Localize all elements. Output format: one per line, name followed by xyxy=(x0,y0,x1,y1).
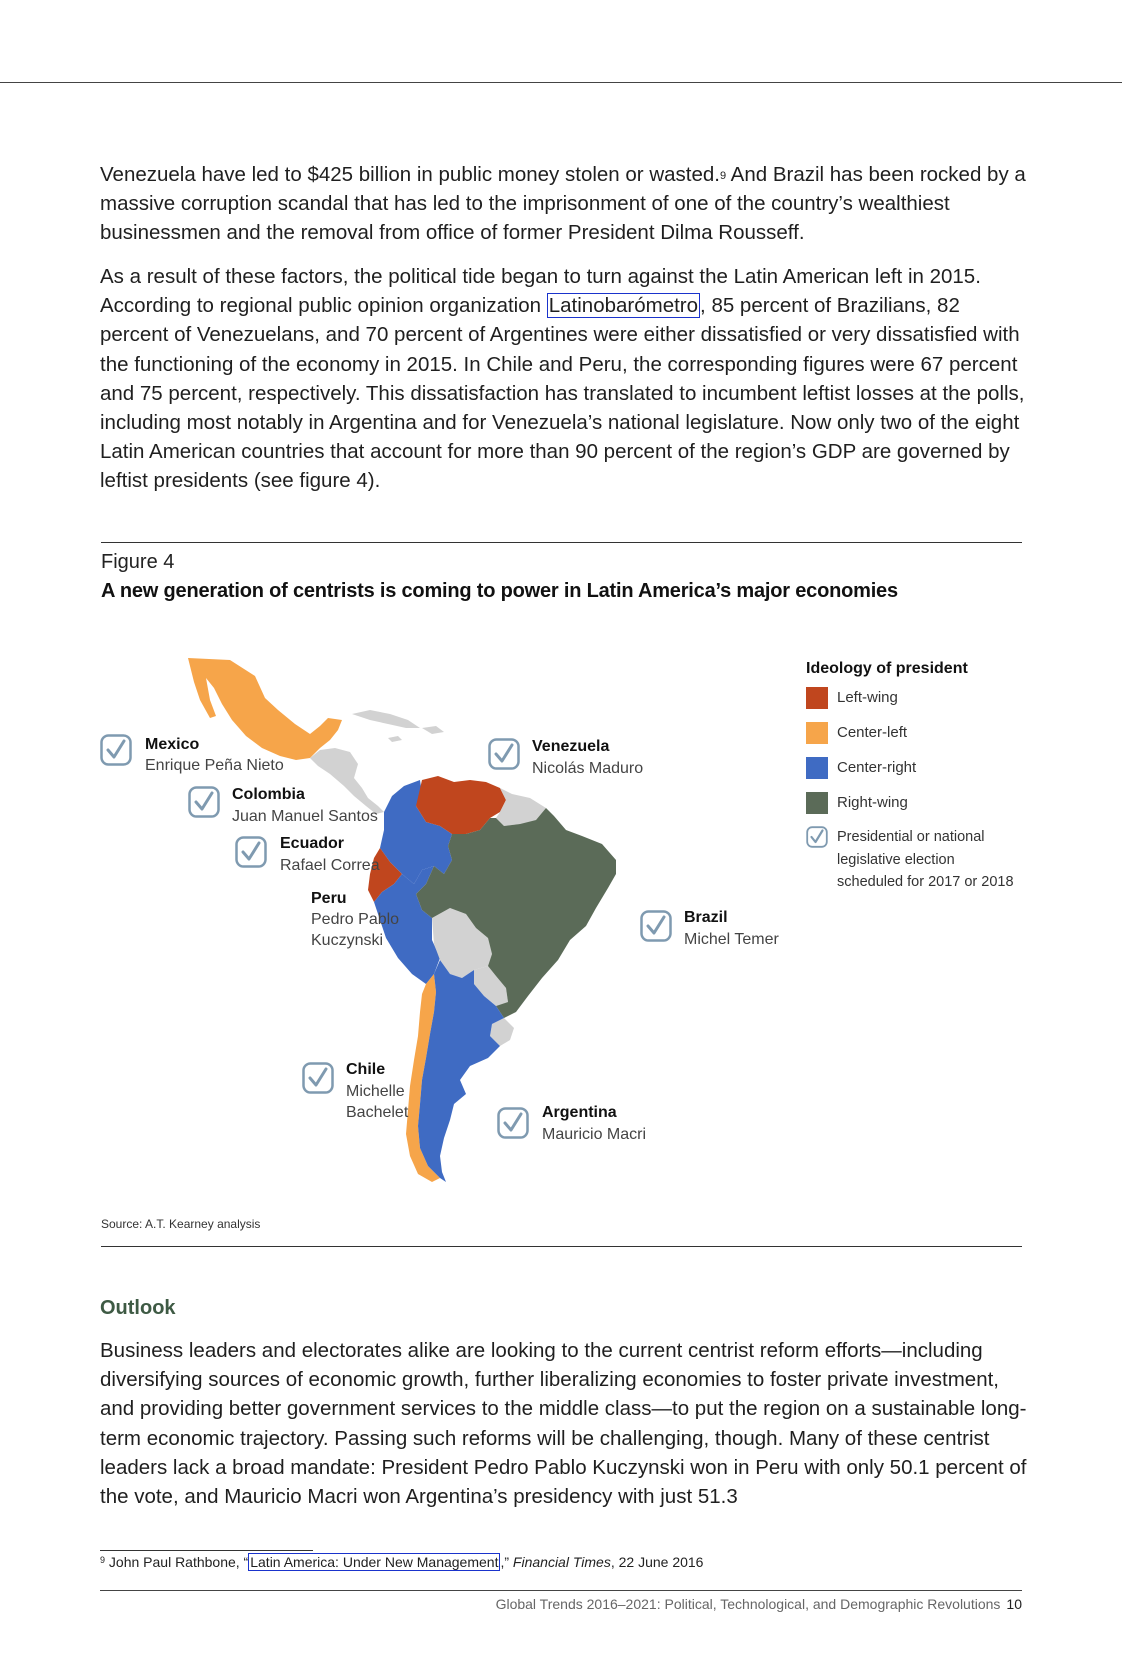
legend-election-note: Presidential or national legislative election scheduled for 2017 or 2018 xyxy=(837,829,1014,890)
footnote-number: 9 xyxy=(100,1555,106,1565)
election-checkbox-icon xyxy=(488,738,520,770)
figure-title: A new generation of centrists is coming to power in Latin America’s major economies xyxy=(101,580,898,602)
legend-swatch xyxy=(806,792,828,814)
leader-name-colombia: Juan Manuel Santos xyxy=(232,808,378,825)
footnote-text: John Paul Rathbone, “ xyxy=(105,1554,249,1570)
footnote-article-link[interactable]: Latin America: Under New Management xyxy=(250,1554,499,1570)
country-name-ecuador: Ecuador xyxy=(280,835,345,852)
election-checkbox-icon xyxy=(302,1062,334,1094)
footnote-publication: Financial Times xyxy=(512,1554,611,1570)
paragraph-text: And Brazil has been rocked by a massive corruption scandal that has led to the imprisonment of one of the country’s wealthiest businessmen and the removal from office of former President Dilma Rousseff. xyxy=(100,163,1026,245)
paragraph-corruption xyxy=(100,160,1030,248)
leader-name-ecuador: Rafael Correa xyxy=(280,857,380,874)
page-number: 10 xyxy=(1006,1596,1022,1612)
footnote-rule xyxy=(100,1550,313,1551)
country-name-argentina: Argentina xyxy=(542,1104,617,1121)
leader-name-venezuela: Nicolás Maduro xyxy=(532,760,644,777)
figure-label: Figure 4 xyxy=(101,551,175,573)
leader-name-mexico: Enrique Peña Nieto xyxy=(145,757,284,774)
cuba-region xyxy=(352,710,420,728)
figure-bottom-rule xyxy=(101,1246,1022,1247)
figure-top-rule xyxy=(101,542,1022,543)
paragraph-outlook: Business leaders and electorates alike are looking to the current centrist reform efforts—including diversifying sources of economic growth, further liberalizing economies to foster private investment, and providing better government services to the middle class—to put the region on a sustainable long-term economic trajectory. Passing such reforms will be challenging, though. Many of these centrist leaders lack a broad mandate: President Pedro Pablo Kuczynski won in Peru with only 50.1 percent of the vote, and Mauricio Macri won Argentina’s presidency with just 51.3 xyxy=(100,1339,1027,1509)
election-checkbox-icon xyxy=(100,734,132,766)
footnote-ref[interactable]: 9 xyxy=(719,170,727,182)
election-checkbox-icon xyxy=(235,836,267,868)
footnote-text: , 22 June 2016 xyxy=(610,1554,704,1570)
hispaniola-region xyxy=(422,726,444,734)
leader-name-argentina: Mauricio Macri xyxy=(542,1126,647,1143)
legend-title: Ideology of president xyxy=(806,660,968,677)
country-name-brazil: Brazil xyxy=(684,909,728,926)
paragraph-political-tide xyxy=(100,262,1030,496)
section-heading-outlook: Outlook xyxy=(100,1297,176,1319)
legend-label: Left-wing xyxy=(837,689,898,706)
leader-name-brazil: Michel Temer xyxy=(684,931,779,948)
leader-name-chile-line2: Bachelet xyxy=(346,1104,409,1121)
legend-label: Center-right xyxy=(837,759,917,776)
paragraph-text: , 85 percent of Brazilians, 82 percent of Venezuelans, and 70 percent of Argentines were either dissatisfied or very dissatisfied with the functioning of the economy in 2015. In Chile and Peru, the corresponding figures were 67 percent and 75 percent, respectively. This dissatisfaction has translated to incumbent leftist losses at the polls, including most notably in Argentina and for Venezuela’s national legislature. Now only two of the eight Latin American countries that account for more than 90 percent of the region’s GDP are governed by leftist presidents (see figure 4). xyxy=(100,294,1025,493)
legend-swatch xyxy=(806,722,828,744)
footnote-9 xyxy=(100,1554,703,1570)
figure-source: Source: A.T. Kearney analysis xyxy=(101,1217,261,1231)
election-checkbox-icon xyxy=(640,910,672,942)
leader-name-chile-line1: Michelle xyxy=(346,1083,405,1100)
legend-swatch xyxy=(806,757,828,779)
election-checkbox-icon xyxy=(188,786,220,818)
footnote-text: ,” xyxy=(500,1554,513,1570)
legend-label: Right-wing xyxy=(837,794,908,811)
mexico-region xyxy=(188,658,342,760)
country-name-mexico: Mexico xyxy=(145,736,200,753)
leader-name-peru-line2: Kuczynski xyxy=(311,932,384,949)
legend-swatch xyxy=(806,687,828,709)
footer-rule xyxy=(100,1590,1022,1591)
paragraph-text: As a result of these factors, the political tide began to turn against the Latin American left in 2015. According to regional public opinion organization xyxy=(100,265,981,318)
running-title: Global Trends 2016–2021: Political, Technological, and Demographic Revolutions xyxy=(495,1596,1001,1612)
running-footer xyxy=(496,1596,1022,1612)
central-america-region xyxy=(310,748,384,814)
leader-name-peru-line1: Pedro Pablo xyxy=(311,911,400,928)
legend-label: Center-left xyxy=(837,724,908,741)
country-name-colombia: Colombia xyxy=(232,786,305,803)
header-rule xyxy=(0,82,1122,83)
legend-checkbox-icon xyxy=(806,826,828,848)
election-checkbox-icon xyxy=(497,1107,529,1139)
country-name-venezuela: Venezuela xyxy=(532,738,610,755)
latinobarometro-link[interactable]: Latinobarómetro xyxy=(548,294,699,318)
country-name-peru: Peru xyxy=(311,890,347,907)
country-name-chile: Chile xyxy=(346,1061,386,1078)
paragraph-text: Venezuela have led to $425 billion in public money stolen or wasted. xyxy=(100,163,720,186)
jamaica-region xyxy=(388,736,402,742)
